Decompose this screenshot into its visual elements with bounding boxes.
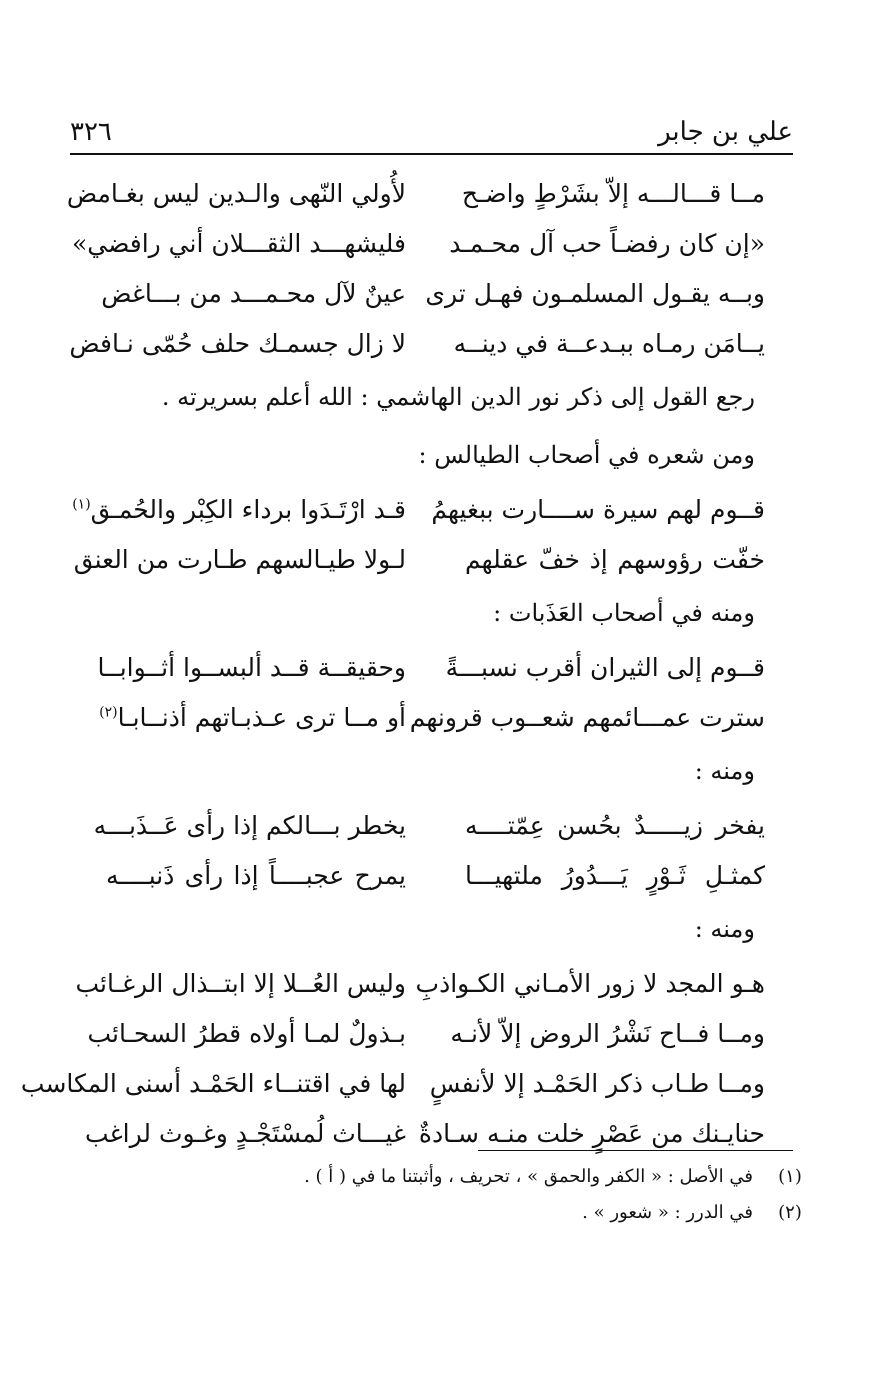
verse-line (20, 1058, 765, 1108)
second-hemistich: لا زال جسمـك حلف حُمّى نـافض (69, 328, 406, 358)
footnotes (120, 1158, 805, 1230)
verse-line (99, 692, 765, 742)
first-hemistich: قــوم لهم سيرة ســــارت ببغيهمُ (431, 494, 765, 524)
footnote (120, 1158, 805, 1194)
running-title: علي بن جابر (658, 117, 793, 147)
footnote-number: (١) (778, 1165, 802, 1187)
second-hemistich: غيـــاث لُمسْتَجْـدٍ وغـوث لراغب (85, 1118, 406, 1148)
second-hemistich: يخطر بـــالكم إذا رأى عَــذَبـــه (93, 810, 406, 840)
footnote-ref-2: (٢) (99, 704, 118, 721)
prose-paragraph: ومنه : (694, 915, 755, 943)
first-hemistich: كمثـلِ ثَـوْرٍ يَـــدُورُ ملتهيـــا (465, 860, 765, 890)
hemistich-text: أو مــا ترى عـذبـاتهم أذنــابـا (117, 702, 406, 732)
second-hemistich: يمرح عجبــــاً إذا رأى ذَنبــــه (106, 860, 406, 890)
prose-paragraph: رجع القول إلى ذكر نور الدين الهاشمي : الله أعلم بسريرته . (161, 383, 755, 411)
first-hemistich: حنايـنك من عَصْرٍ خلت منـه سـادةٌ (418, 1118, 765, 1148)
footnote-number: (٢) (778, 1201, 802, 1223)
second-hemistich (72, 494, 406, 524)
first-hemistich: يــامَن رمـاه ببـدعــة في دينــه (453, 328, 765, 358)
second-hemistich: فليشهـــد الثقـــلان أني رافضي» (71, 228, 406, 258)
verse-line (87, 1008, 765, 1058)
second-hemistich: وحقيقــة قــد ألبســوا أثــوابــا (97, 652, 406, 682)
second-hemistich: لـولا طيـالسهم طـارت من العنق (73, 544, 406, 574)
second-hemistich: لها في اقتنــاء الحَمْـد أسنى المكاسب (20, 1068, 406, 1098)
hemistich-text: قـد ارْتَـدَوا برداء الكِبْر والحُمـق (90, 494, 406, 524)
first-hemistich: قــوم إلى الثيران أقرب نسبـــةً (445, 652, 765, 682)
first-hemistich: «إن كان رفضـاً حب آل محـمـد (449, 228, 765, 258)
verse-line (69, 318, 765, 368)
first-hemistich: خفّت رؤوسهم إذ خفّ عقلهم (465, 544, 765, 574)
first-hemistich: سترت عمـــائمهم شعــوب قرونهم (409, 702, 765, 732)
verse-line (73, 534, 765, 584)
prose-paragraph: ومنه : (694, 757, 755, 785)
verse-line (72, 484, 765, 534)
first-hemistich: يفخر زيـــــدٌ بحُسن عِمّتــــه (465, 810, 765, 840)
footnote (120, 1194, 805, 1230)
footnote-text: في الدرر : « شعور » . (582, 1201, 753, 1223)
footnote-ref-1: (١) (72, 496, 91, 513)
verse-line (93, 800, 765, 850)
first-hemistich: هـو المجد لا زور الأمـاني الكـواذبِ (415, 968, 765, 998)
first-hemistich: وبــه يقـول المسلمـون فهـل ترى (425, 278, 765, 308)
page-number: ٣٢٦ (70, 117, 112, 147)
verse-line (71, 218, 765, 268)
second-hemistich: وليس العُــلا إلا ابتــذال الرغـائب (75, 968, 406, 998)
first-hemistich: مــا قـــالـــه إلاّ بشَرْطٍ واضـح (461, 178, 765, 208)
poem-block-5 (20, 958, 765, 1158)
second-hemistich (99, 702, 406, 732)
second-hemistich: بـذولٌ لمـا أولاه قطرُ السحـائب (87, 1018, 406, 1048)
verse-line (97, 642, 765, 692)
prose-paragraph: ومن شعره في أصحاب الطيالس : (418, 441, 755, 469)
second-hemistich: لأُولي النّهى والـدين ليس بغـامض (66, 178, 406, 208)
footnote-rule (478, 1150, 793, 1151)
main-text (20, 168, 765, 1158)
poem-block-4 (93, 800, 765, 900)
first-hemistich: ومــا فــاح نَشْرُ الروض إلاّ لأنـه (450, 1018, 765, 1048)
verse-line (106, 850, 765, 900)
page-header (70, 110, 793, 154)
poem-block-2 (72, 484, 765, 584)
verse-line (75, 958, 765, 1008)
second-hemistich: عينٌ لآل محـمـــد من بـــاغض (101, 278, 406, 308)
header-rule (70, 153, 793, 155)
poem-block-1 (66, 168, 765, 368)
poem-block-3 (97, 642, 765, 742)
verse-line (101, 268, 765, 318)
footnote-text: في الأصل : « الكفر والحمق » ، تحريف ، وأثبتنا ما في ( أ ) . (304, 1165, 753, 1187)
first-hemistich: ومــا طـاب ذكر الحَمْـد إلا لأنفسٍ (429, 1068, 765, 1098)
prose-paragraph: ومنه في أصحاب العَذَبات : (493, 599, 755, 627)
verse-line (66, 168, 765, 218)
